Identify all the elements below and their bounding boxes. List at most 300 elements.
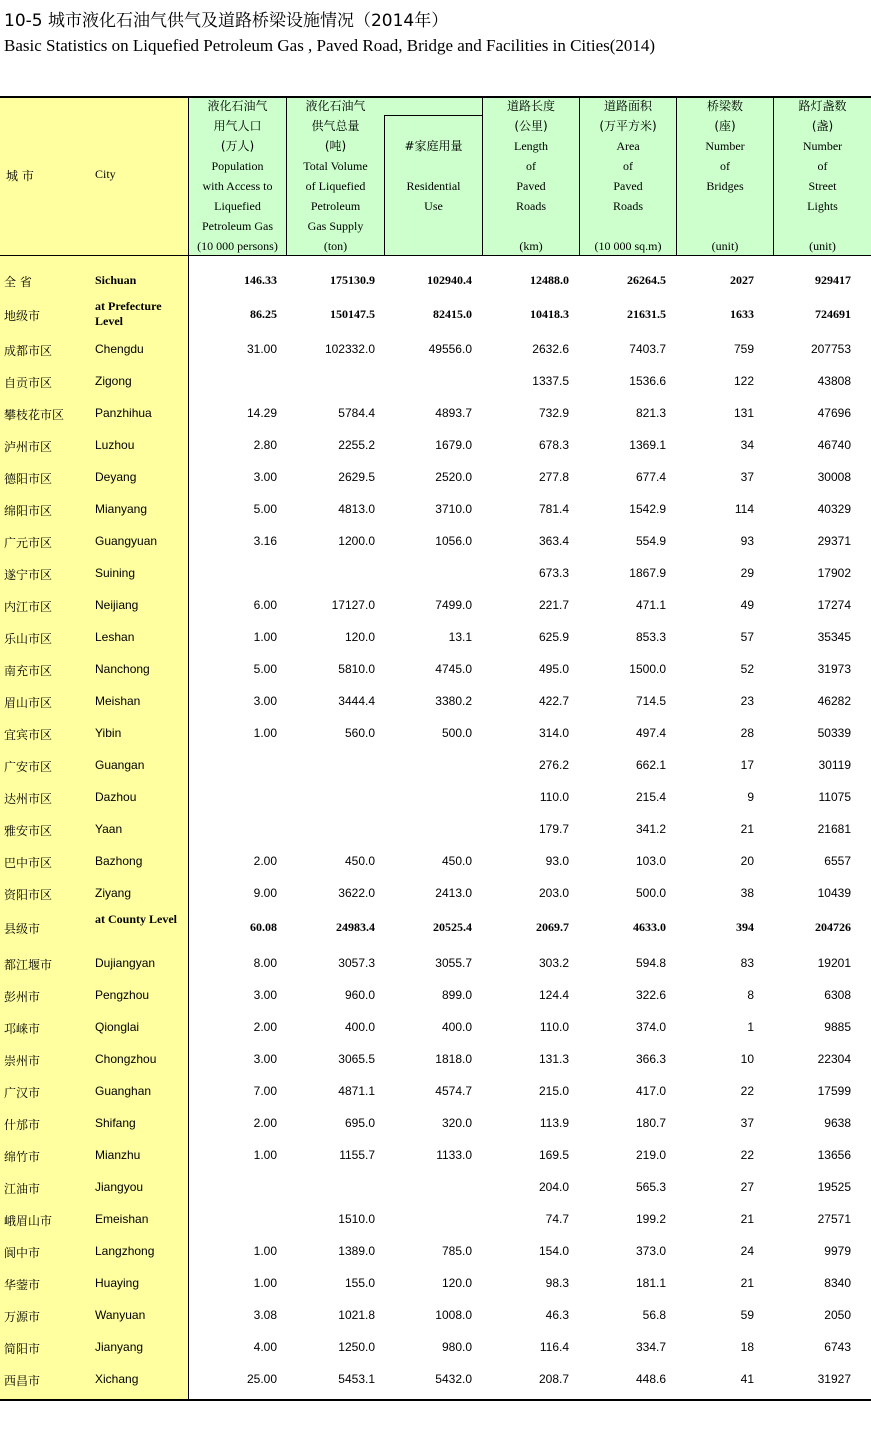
table-cell: 110.0: [539, 790, 569, 804]
table-cell: 2027: [730, 273, 754, 287]
table-cell: 215.4: [635, 790, 666, 804]
table-cell: 31927: [817, 1372, 851, 1386]
table-cell: 277.8: [538, 470, 569, 484]
column-header-line: Length: [514, 139, 548, 153]
column-header-line: 用气人口: [213, 119, 262, 133]
column-header-line: 桥梁数: [706, 99, 743, 113]
column-header-line: (座): [714, 119, 736, 133]
table-cell: 17902: [817, 566, 851, 580]
column-header-line: Gas Supply: [307, 219, 364, 233]
table-row: [0, 1235, 871, 1267]
table-cell: 1021.8: [338, 1308, 375, 1322]
table-cell: 31973: [817, 662, 851, 676]
table-cell: 677.4: [635, 470, 666, 484]
table-cell: 7499.0: [435, 598, 472, 612]
table-row: [0, 749, 871, 781]
table-cell: 1542.9: [629, 502, 666, 516]
table-cell: 314.0: [538, 726, 569, 740]
table-cell: 724691: [815, 307, 851, 321]
city-name-english: Bazhong: [95, 854, 143, 868]
column-header-line: Paved: [516, 179, 546, 193]
city-name-english: at Prefecture Level: [95, 299, 162, 328]
table-cell: 203.0: [538, 886, 569, 900]
table-cell: 114: [734, 502, 754, 516]
table-cell: 673.3: [538, 566, 569, 580]
column-header-line: with Access to: [202, 179, 273, 193]
column-header-line: #家庭用量: [404, 139, 463, 153]
column-header-line: of: [623, 159, 633, 173]
table-cell: 204726: [815, 920, 851, 934]
table-cell: 853.3: [635, 630, 666, 644]
table-cell: 93: [740, 534, 754, 548]
table-cell: 50339: [817, 726, 851, 740]
table-cell: 495.0: [538, 662, 569, 676]
table-cell: 24: [740, 1244, 754, 1258]
table-cell: 22304: [817, 1052, 851, 1066]
column-header-line: Area: [616, 139, 640, 153]
table-cell: 662.1: [635, 758, 666, 772]
table-cell: 4893.7: [435, 406, 472, 420]
table-cell: 10: [740, 1052, 754, 1066]
table-cell: 4745.0: [435, 662, 472, 676]
city-name-chinese: 德阳市区: [4, 472, 53, 486]
table-cell: 93.0: [545, 854, 569, 868]
column-header: [385, 116, 482, 276]
table-cell: 4633.0: [633, 920, 666, 934]
table-cell: 980.0: [441, 1340, 472, 1354]
table-cell: 215.0: [538, 1084, 569, 1098]
column-header-line: (吨): [324, 139, 347, 153]
table-cell: 12488.0: [530, 273, 569, 287]
table-cell: 23: [740, 694, 754, 708]
table-row: [0, 781, 871, 813]
table-cell: 110.0: [539, 1020, 569, 1034]
table-cell: 1.00: [253, 726, 277, 740]
table-cell: 394: [736, 920, 754, 934]
table-cell: 373.0: [635, 1244, 666, 1258]
city-name-english: Zigong: [95, 374, 132, 388]
table-cell: 46740: [817, 438, 851, 452]
table-cell: 3.08: [253, 1308, 277, 1322]
city-name-chinese: 广汉市: [4, 1086, 41, 1100]
table-cell: 4871.1: [338, 1084, 375, 1098]
table-cell: 21: [740, 1276, 754, 1290]
table-cell: 320.0: [441, 1116, 472, 1130]
column-header-line: (unit): [809, 239, 836, 253]
table-row: [0, 1043, 871, 1075]
table-cell: 2.00: [253, 1116, 277, 1130]
city-name-chinese: 崇州市: [4, 1054, 41, 1068]
table-cell: 120.0: [441, 1276, 472, 1290]
table-cell: 1200.0: [338, 534, 375, 548]
table-cell: 208.7: [538, 1372, 569, 1386]
table-cell: 46.3: [545, 1308, 569, 1322]
table-cell: 1.00: [253, 1148, 277, 1162]
table-row: [0, 557, 871, 589]
table-cell: 29371: [817, 534, 851, 548]
city-name-english: Yibin: [95, 726, 122, 740]
table-cell: 6743: [824, 1340, 851, 1354]
table-row: [0, 264, 871, 296]
table-cell: 2050: [824, 1308, 851, 1322]
table-cell: 1155.7: [339, 1148, 375, 1162]
city-name-chinese: 彭州市: [4, 990, 41, 1004]
table-cell: 27571: [817, 1212, 851, 1226]
table-cell: 960.0: [344, 988, 375, 1002]
column-header-line: Lights: [807, 199, 838, 213]
table-cell: 3380.2: [435, 694, 472, 708]
city-name-chinese: 江油市: [4, 1182, 41, 1196]
table-cell: 47696: [817, 406, 851, 420]
table-row: [0, 1139, 871, 1171]
table-cell: 19201: [817, 956, 851, 970]
city-name-chinese: 乐山市区: [4, 632, 53, 646]
table-cell: 83: [740, 956, 754, 970]
city-name-chinese: 都江堰市: [4, 958, 53, 972]
table-row: [0, 1331, 871, 1363]
table-cell: 363.4: [538, 534, 569, 548]
city-name-chinese: 绵阳市区: [4, 504, 53, 518]
table-cell: 86.25: [250, 307, 277, 321]
table-cell: 2520.0: [435, 470, 472, 484]
city-name-chinese: 达州市区: [4, 792, 53, 806]
column-header-line: Total Volume: [303, 159, 368, 173]
table-cell: 38: [740, 886, 754, 900]
city-name-english: Huaying: [95, 1276, 140, 1290]
column-header-line: 液化石油气: [305, 99, 366, 113]
city-name-english: Emeishan: [95, 1212, 149, 1226]
city-name-english: Sichuan: [95, 273, 137, 287]
table-cell: 98.3: [545, 1276, 569, 1290]
table-cell: 25.00: [246, 1372, 277, 1386]
city-name-english: at County Level: [95, 912, 177, 926]
table-row: [0, 493, 871, 525]
table-cell: 40329: [817, 502, 851, 516]
column-header-line: Petroleum Gas: [202, 219, 273, 233]
column-header-line: Residential: [406, 179, 461, 193]
table-cell: 3710.0: [435, 502, 472, 516]
table-row: [0, 813, 871, 845]
table-cell: 8340: [824, 1276, 851, 1290]
table-cell: 417.0: [635, 1084, 666, 1098]
city-name-english: Dazhou: [95, 790, 137, 804]
table-row: [0, 979, 871, 1011]
city-name-english: Neijiang: [95, 598, 139, 612]
table-cell: 74.7: [545, 1212, 569, 1226]
table-cell: 120.0: [344, 630, 375, 644]
table-cell: 6557: [824, 854, 851, 868]
table-cell: 181.1: [635, 1276, 666, 1290]
table-cell: 899.0: [441, 988, 472, 1002]
city-name-chinese: 宜宾市区: [4, 728, 53, 742]
table-cell: 1.00: [253, 1244, 277, 1258]
table-cell: 1369.1: [629, 438, 666, 452]
table-cell: 169.5: [538, 1148, 569, 1162]
table-cell: 2629.5: [338, 470, 375, 484]
city-name-chinese: 雅安市区: [4, 824, 53, 838]
table-cell: 781.4: [538, 502, 569, 516]
table-cell: 49: [740, 598, 754, 612]
table-row: [0, 653, 871, 685]
table-cell: 13.1: [448, 630, 472, 644]
table-cell: 1008.0: [435, 1308, 472, 1322]
table-cell: 3.16: [253, 534, 277, 548]
column-header-line: [385, 216, 482, 236]
city-name-chinese: 资阳市区: [4, 888, 53, 902]
city-name-english: Panzhihua: [95, 406, 152, 420]
table-cell: 2632.6: [532, 342, 569, 356]
table-cell: 821.3: [635, 406, 666, 420]
column-header-line: (10 000 sq.m): [594, 239, 662, 253]
column-header-line: Population: [211, 159, 264, 173]
city-name-chinese: 县级市: [4, 922, 41, 936]
city-name-chinese: 峨眉山市: [4, 1214, 53, 1228]
table-row: [0, 1267, 871, 1299]
table-cell: 46282: [817, 694, 851, 708]
table-cell: 180.7: [635, 1116, 666, 1130]
table-cell: 1867.9: [629, 566, 666, 580]
table-cell: 1133.0: [436, 1148, 472, 1162]
table-cell: 146.33: [244, 273, 277, 287]
column-header-line: [580, 216, 676, 236]
table-cell: 1500.0: [629, 662, 666, 676]
table-cell: 116.4: [539, 1340, 569, 1354]
table-cell: 9979: [824, 1244, 851, 1258]
column-header-line: [385, 156, 482, 176]
city-name-chinese: 邛崃市: [4, 1022, 41, 1036]
table-cell: 929417: [815, 273, 851, 287]
column-header: [677, 96, 773, 256]
column-header-line: (盏): [811, 119, 834, 133]
table-cell: 1: [747, 1020, 754, 1034]
column-header-line: (unit): [711, 239, 739, 253]
city-name-english: Jianyang: [95, 1340, 144, 1354]
table-cell: 27: [740, 1180, 754, 1194]
table-cell: 334.7: [635, 1340, 666, 1354]
city-name-english: Nanchong: [95, 662, 150, 676]
city-name-english: Langzhong: [95, 1244, 155, 1258]
city-name-chinese: 泸州市区: [4, 440, 53, 454]
table-cell: 22: [740, 1148, 754, 1162]
table-cell: 31.00: [246, 342, 277, 356]
city-name-chinese: 简阳市: [4, 1342, 41, 1356]
table-row: [0, 429, 871, 461]
table-cell: 3065.5: [338, 1052, 375, 1066]
table-cell: 374.0: [635, 1020, 666, 1034]
table-row: [0, 397, 871, 429]
table-cell: 400.0: [344, 1020, 375, 1034]
table-cell: 113.9: [539, 1116, 569, 1130]
column-header-line: [483, 216, 579, 236]
table-cell: 500.0: [635, 886, 666, 900]
city-name-english: Chengdu: [95, 342, 144, 356]
city-name-english: Mianzhu: [95, 1148, 141, 1162]
table-cell: 124.4: [538, 988, 569, 1002]
table-cell: 52: [740, 662, 754, 676]
table-cell: 1818.0: [435, 1052, 472, 1066]
table-cell: 49556.0: [428, 342, 472, 356]
table-cell: 471.1: [635, 598, 666, 612]
table-cell: 150147.5: [330, 307, 375, 321]
column-header-line: 道路长度: [506, 99, 555, 113]
table-cell: 18: [740, 1340, 754, 1354]
statistics-table: [0, 96, 871, 1402]
table-row: [0, 1203, 871, 1235]
column-header-line: [677, 216, 773, 236]
column-header: [189, 96, 286, 256]
city-name-chinese: 成都市区: [4, 344, 53, 358]
column-header-line: (10 000 persons): [197, 239, 278, 253]
table-cell: 9.00: [253, 886, 277, 900]
table-cell: 5432.0: [435, 1372, 472, 1386]
city-name-english: Mianyang: [95, 502, 148, 516]
table-cell: 3444.4: [338, 694, 375, 708]
table-cell: 179.7: [538, 822, 569, 836]
city-name-chinese: 绵竹市: [4, 1150, 41, 1164]
column-header-line: of: [720, 159, 730, 173]
table-cell: 1633: [730, 307, 754, 321]
city-name-english: Shifang: [95, 1116, 136, 1130]
city-name-english: Luzhou: [95, 438, 135, 452]
table-cell: 1.00: [253, 1276, 277, 1290]
table-cell: 560.0: [344, 726, 375, 740]
table-cell: 155.0: [344, 1276, 375, 1290]
table-row: [0, 461, 871, 493]
column-header-line: Use: [424, 199, 443, 213]
table-cell: 10439: [817, 886, 851, 900]
table-cell: 3057.3: [338, 956, 375, 970]
table-cell: 3.00: [253, 694, 277, 708]
header-city-chinese: 城 市: [6, 169, 34, 183]
city-name-chinese: 攀枝花市区: [4, 408, 65, 422]
table-cell: 625.9: [538, 630, 569, 644]
table-cell: 56.8: [642, 1308, 666, 1322]
city-name-chinese: 全 省: [4, 275, 32, 289]
table-cell: 20: [740, 854, 754, 868]
table-row: [0, 947, 871, 979]
table-row: [0, 621, 871, 653]
table-cell: 2255.2: [338, 438, 375, 452]
table-cell: 131.3: [538, 1052, 569, 1066]
table-cell: 5810.0: [338, 662, 375, 676]
table-cell: 678.3: [538, 438, 569, 452]
table-cell: 500.0: [441, 726, 472, 740]
column-header-line: [385, 116, 482, 136]
table-cell: 34: [740, 438, 754, 452]
table-row: [0, 717, 871, 749]
column-header-line: Number: [802, 139, 843, 153]
table-cell: 41: [740, 1372, 754, 1386]
table-cell: 497.4: [635, 726, 666, 740]
table-cell: 785.0: [441, 1244, 472, 1258]
table-cell: 154.0: [538, 1244, 569, 1258]
table-cell: 732.9: [538, 406, 569, 420]
table-cell: 199.2: [635, 1212, 666, 1226]
table-row: [0, 877, 871, 909]
table-cell: 450.0: [441, 854, 472, 868]
table-cell: 594.8: [635, 956, 666, 970]
table-cell: 28: [740, 726, 754, 740]
table-row: [0, 365, 871, 397]
table-cell: 400.0: [441, 1020, 472, 1034]
column-header-line: [385, 236, 482, 256]
table-cell: 204.0: [538, 1180, 569, 1194]
column-header: [483, 96, 579, 256]
city-name-english: Guanghan: [95, 1084, 152, 1098]
column-header-line: 液化石油气: [207, 99, 268, 113]
city-name-english: Deyang: [95, 470, 137, 484]
table-cell: 20525.4: [433, 920, 472, 934]
table-cell: 59: [740, 1308, 754, 1322]
city-name-english: Xichang: [95, 1372, 139, 1386]
city-name-chinese: 广安市区: [4, 760, 53, 774]
header-city-english: City: [95, 167, 116, 181]
table-cell: 1056.0: [435, 534, 472, 548]
table-cell: 43808: [817, 374, 851, 388]
table-cell: 1679.0: [435, 438, 472, 452]
table-cell: 565.3: [635, 1180, 666, 1194]
table-cell: 322.6: [635, 988, 666, 1002]
city-name-chinese: 阆中市: [4, 1246, 41, 1260]
table-cell: 8.00: [253, 956, 277, 970]
table-cell: 4.00: [253, 1340, 277, 1354]
table-cell: 1337.5: [532, 374, 569, 388]
column-header: [287, 96, 384, 256]
column-header-line: [774, 216, 871, 236]
table-cell: 276.2: [538, 758, 569, 772]
column-header-line: (km): [519, 239, 543, 253]
city-name-english: Suining: [95, 566, 136, 580]
table-cell: 4813.0: [338, 502, 375, 516]
table-cell: 554.9: [635, 534, 666, 548]
table-cell: 4574.7: [435, 1084, 472, 1098]
table-cell: 30008: [817, 470, 851, 484]
column-header-line: Street: [808, 179, 837, 193]
city-name-chinese: 眉山市区: [4, 696, 53, 710]
city-name-chinese: 自贡市区: [4, 376, 53, 390]
table-cell: 131: [733, 406, 754, 420]
city-name-english: Wanyuan: [95, 1308, 146, 1322]
page-title-chinese: 10-5 城市液化石油气供气及道路桥梁设施情况（2014年）: [4, 11, 449, 31]
table-row: [0, 1107, 871, 1139]
table-cell: 2069.7: [536, 920, 569, 934]
table-row: [0, 525, 871, 557]
table-cell: 9638: [824, 1116, 851, 1130]
table-cell: 219.0: [635, 1148, 666, 1162]
table-cell: 9: [747, 790, 754, 804]
column-header-line: Paved: [613, 179, 643, 193]
table-cell: 6.00: [253, 598, 277, 612]
table-cell: 21681: [817, 822, 851, 836]
column-header-line: Bridges: [706, 179, 744, 193]
table-cell: 57: [740, 630, 754, 644]
column-header-line: (万人): [220, 139, 255, 153]
table-cell: 21: [740, 1212, 754, 1226]
table-row: [0, 845, 871, 877]
table-row: [0, 1171, 871, 1203]
table-row: [0, 333, 871, 365]
table-cell: 7403.7: [629, 342, 666, 356]
table-cell: 17: [740, 758, 754, 772]
table-cell: 2413.0: [435, 886, 472, 900]
table-cell: 26264.5: [627, 273, 666, 287]
column-header-line: (万平方米): [599, 119, 657, 133]
page-title-english: Basic Statistics on Liquefied Petroleum Gas , Paved Road, Bridge and Facilities in Cities(2014): [4, 36, 656, 55]
table-cell: 5.00: [253, 662, 277, 676]
table-cell: 175130.9: [330, 273, 375, 287]
table-cell: 5453.1: [338, 1372, 375, 1386]
table-cell: 60.08: [250, 920, 277, 934]
